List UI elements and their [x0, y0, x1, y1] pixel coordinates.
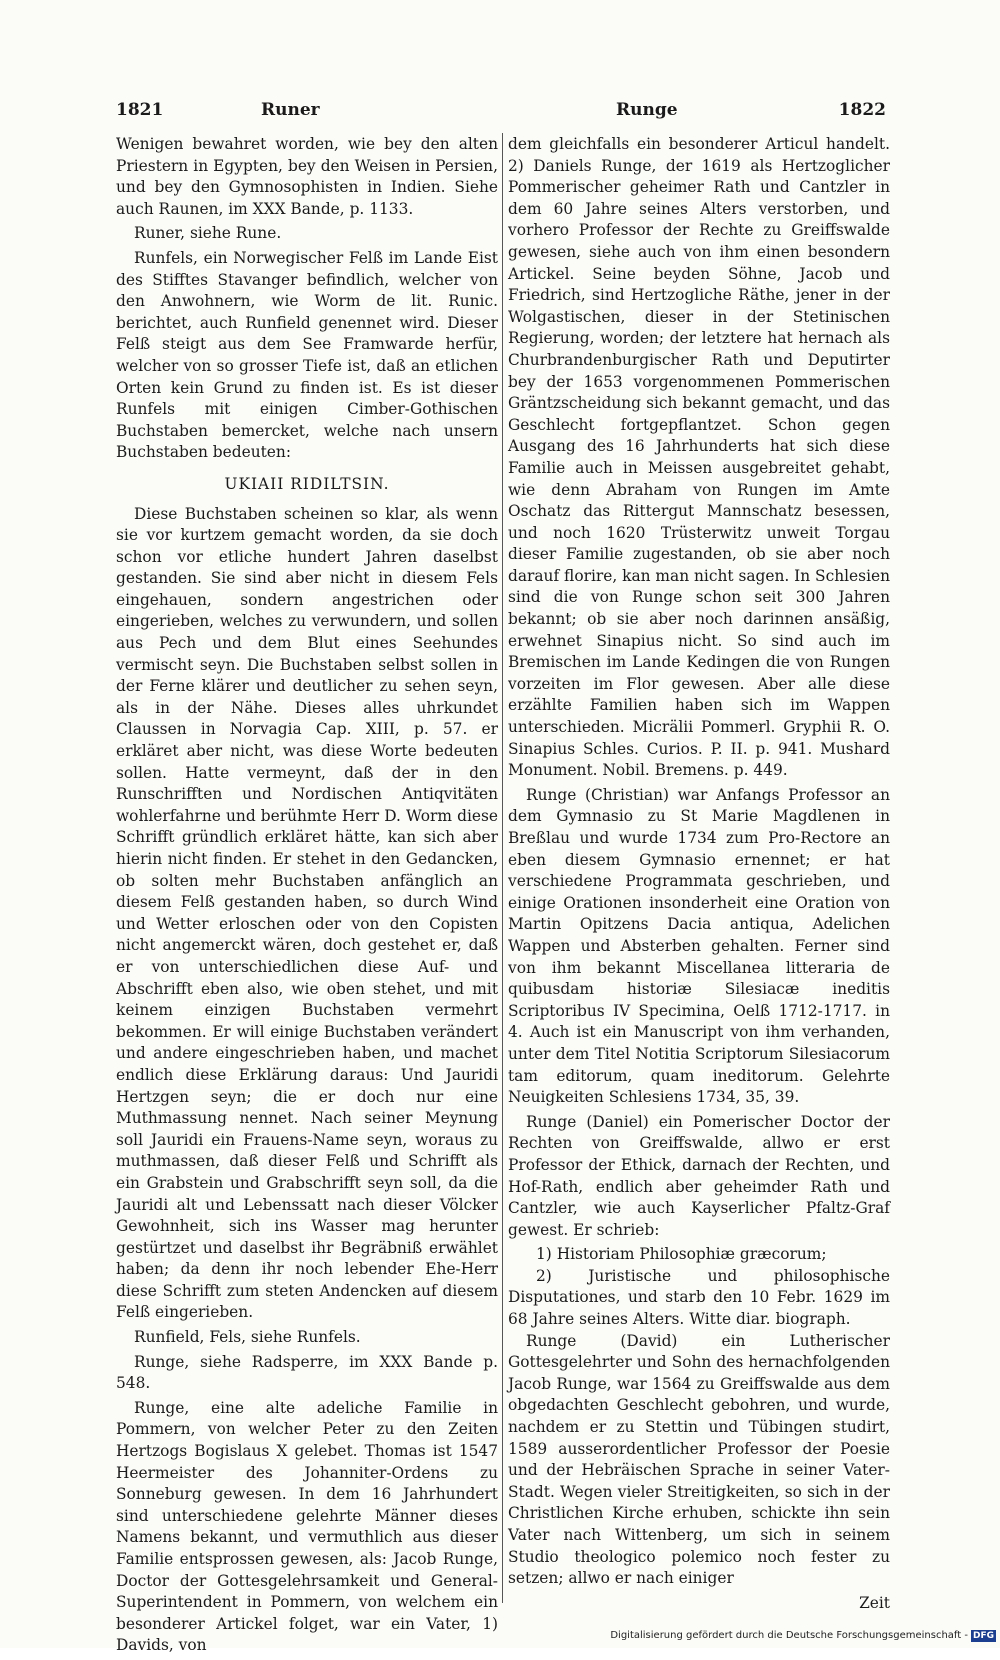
right-page-number: 1822 — [838, 100, 886, 120]
runge-family-continuation: dem gleichfalls ein besonderer Articul handelt. 2) Daniels Runge, der 1619 als Hertzoglicher Pommerischer geheimer Rath und Cantzler in dem 60 Jahre seines Alters verstorben, und vorhero Professor der Rechte zu Greiffswalde gewesen, siehe auch von ihm einen besondern Artickel. Seine beyden Söhne, Jacob und Friedrich, sind Hertzogliche Räthe, jener in der Wolgastischen, dieser in der Stetinischen Regierung, worden; der letztere hat hernach als Churbrandenburgischer Rath und Deputirter bey der 1653 vorgenommenen Pommerischen Gräntzscheidung sich bekannt gemacht, und das Geschlecht fortgepflantzet. Schon gegen Ausgang des 16 Jahrhunderts hat sich diese Familie auch in Meissen ausgebreitet gehabt, wie denn Abraham von Rungen im Amte Oschatz das Rittergut Mannschatz besessen, und noch 1620 Trüsterwitz unweit Torgau dieser Familie zugestanden, ob sie aber noch darauf florire, kan man nicht sagen. In Schlesien sind die von Runge schon seit 300 Jahren bekannt; ob sie aber noch darinnen ansäßig, erwehnet Sinapius nicht. So sind auch im Bremischen im Lande Kedingen die von Rungen vorzeiten im Flor gewesen. Aber alle diese erzählte Familien haben sich im Wappen unterschieden. Micrälii Pommerl. Gryphii R. O. Sinapius Schles. Curios. P. II. p. 941. Mushard Monument. Nobil. Bremens. p. 449. — [508, 135, 891, 780]
left-page-number: 1821 — [116, 100, 164, 120]
runic-transcription: UKIAII RIDILTSIN. — [224, 474, 390, 493]
funding-credit: Digitalisierung gefördert durch die Deutsche Forschungsgemeinschaft - — [610, 1630, 968, 1641]
entry-runfield: Runfield, Fels, siehe Runfels. — [134, 1328, 361, 1347]
entry-runge-family: Runge, eine alte adeliche Familie in Pommern, von welcher Peter zu den Zeiten Hertzogs Bogislaus X gelebet. Thomas ist 1547 Heermeister des Johanniter-Ordens zu Sonneburg gewesen. In dem 16 Jahrhundert sind unterschiedene gelehrte Männer dieses Namens bekannt, und vermuthlich aus dieser Familie entsprossen gewesen, als: Jacob Runge, Doctor der Gottesgelehrsamkeit und General-Superintendent in Pommern, von welchem ein besonderer Artickel folget, war ein Vater, 1) Davids, von — [116, 1398, 498, 1655]
right-column — [508, 134, 890, 1617]
right-running-head: Runge — [616, 100, 678, 120]
entry-runfels: Runfels, ein Norwegischer Felß im Lande Eist des Stifftes Stavanger befindlich, welcher von den Anwohnern, wie Worm de lit. Runic. berichtet, auch Runfield genennet wird. Dieser Felß steigt aus dem See Framwarde herfür, welcher von so grosser Tiefe ist, daß an etlichen Orten kein Grund zu finden ist. Es ist dieser Runfels mit einigen Cimber-Gothischen Buchstaben bemercket, welche nach unsern Buchstaben bedeuten: — [116, 248, 498, 462]
left-column — [116, 134, 498, 1660]
left-running-head: Runer — [261, 100, 320, 120]
entry-runer: Runer, siehe Rune. — [134, 224, 282, 243]
entry-runge-christian: Runge (Christian) war Anfangs Professor an dem Gymnasio zu St Marie Magdlenen in Breßlau und wurde 1734 zum Pro-Rectore an eben diesem Gymnasio ernennet; er hat verschiedene Programmata geschrieben, und einige Orationen insonderheit eine Oration von Martin Opitzens Dacia antiqua, Adelichen Wappen und Absterben gehalten. Ferner sind von ihm bekannt Miscellanea litteraria de quibusdam historiæ Silesiacæ ineditis Scriptoribus IV Specimina, Oelß 1712-1717. in 4. Auch ist ein Manuscript von ihm verhanden, unter dem Titel Notitia Scriptorum Silesiacorum tam editorum, quam ineditorum. Gelehrte Neuigkeiten Schlesiens 1734, 35, 39. — [508, 785, 890, 1107]
runfels-explanation: Diese Buchstaben scheinen so klar, als wenn sie vor kurtzem gemacht worden, da sie doch schon vor etliche hundert Jahren daselbst gestanden. Sie sind aber nicht in diesem Fels eingehauen, sondern angestrichen oder eingerieben, welches zu verwundern, und sollen aus Pech und dem Blut eines Seehundes vermischt seyn. Die Buchstaben selbst sollen in der Ferne klärer und deutlicher zu sehen seyn, als in der Nähe. Dieses alles uhrkundet Claussen in Norvagia Cap. XIII, p. 57. er erkläret aber nicht, was diese Worte bedeuten sollen. Hatte vermeynt, daß der in den Runschrifften und Nordischen Antiqvitäten wohlerfahrne und berühmte Herr D. Worm diese Schrifft gründlich erkläret hätte, kan sich aber hierin nicht finden. Er stehet in den Gedancken, ob solten mehr Buchstaben anfänglich an diesem Felß gestanden haben, so durch Wind und Wetter erloschen oder von den Copisten nicht angemerckt wären, doch gestehet er, daß er von unterschiedlichen diese Auf- und Abschrifft eben also, wie oben stehet, und mit keinem einzigen Buchstaben vermehrt bekommen. Er will einige Buchstaben verändert und andere eingeschrieben haben, und machet endlich diese Erklärung daraus: Und Jauridi Hertzgen seyn; die er doch nur eine Muthmassung nennet. Nach seiner Meynung soll Jauridi ein Frauens-Name seyn, woraus zu muthmassen, daß dieser Felß und Schrifft als ein Grabstein und Grabschrifft seyn soll, da die Jauridi alt und Lebenssatt nach dieser Völcker Gewohnheit, sich ins Wasser mag herunter gestürtzet und daselbst ihr Begräbniß erwählet haben; da denn ihr noch lebender Ehe-Herr diese Schrifft zum steten Andencken auf diesem Felß eingerieben. — [116, 504, 498, 1322]
entry-runge-daniel: Runge (Daniel) ein Pomerischer Doctor der Rechten von Greiffswalde, allwo er erst Professor der Ethick, darnach der Rechten, und Hof-Rath, endlich aber geheimder Rath und Cantzler, wie auch Kayserlicher Pfaltz-Graf gewest. Er schrieb: — [508, 1112, 890, 1239]
entry-runge-reference: Runge, siehe Radsperre, im XXX Bande p. 548. — [116, 1352, 498, 1393]
entry-runge-david: Runge (David) ein Lutherischer Gottesgelehrter und Sohn des hernachfolgenden Jacob Runge, war 1564 zu Greiffswalde aus dem obgedachten Geschlecht gebohren, und wurde, nachdem er zu Stettin und Tübingen studirt, 1589 ausserordentlicher Professor der Poesie und der Hebräischen Sprache in seiner Vater-Stadt. Wegen vieler Streitigkeiten, so sich in der Christlichen Kirche erhuben, schickte ihn sein Vater nach Wittenberg, um sich in seinem Studio theologico polemico noch fester zu setzen; allwo er nach einiger — [508, 1331, 890, 1588]
digitization-footer — [610, 1630, 996, 1646]
catchword: Zeit — [859, 1593, 890, 1612]
page-header — [116, 100, 886, 130]
list-item: 2) Juristische und philosophische Disputationes, und starb den 10 Febr. 1629 im 68 Jahre seines Alters. Witte diar. biograph. — [508, 1266, 890, 1329]
list-item: 1) Historiam Philosophiæ græcorum; — [536, 1245, 827, 1264]
paragraph-continuation: Wenigen bewahret worden, wie bey den alten Priestern in Egypten, bey den Weisen in Persien, und bey den Gymnosophisten in Indien. Siehe auch Raunen, im XXX Bande, p. 1133. — [116, 135, 498, 218]
dfg-logo: DFG — [972, 1631, 994, 1641]
column-divider — [502, 133, 503, 1603]
